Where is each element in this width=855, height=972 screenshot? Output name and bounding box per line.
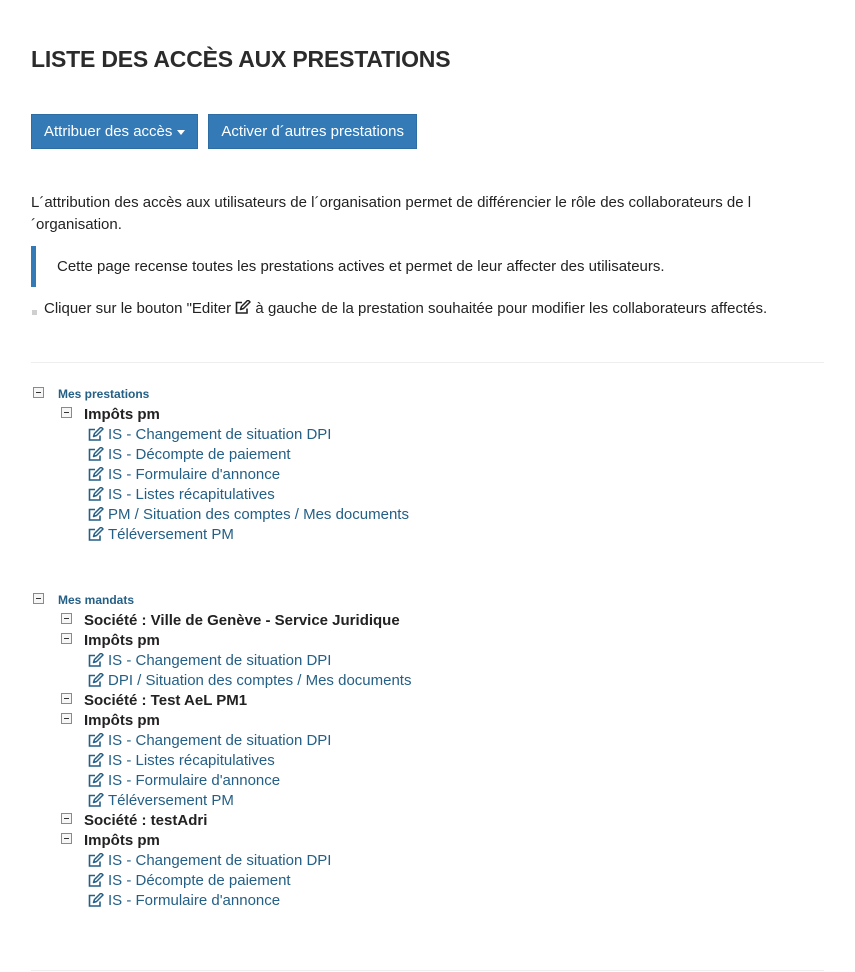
- service-label: IS - Listes récapitulatives: [108, 485, 275, 503]
- collapse-toggle-icon[interactable]: [61, 813, 72, 824]
- tree-leaf-row: [33, 464, 733, 484]
- service-label: IS - Changement de situation DPI: [108, 425, 332, 443]
- collapse-toggle-icon[interactable]: [33, 593, 44, 604]
- tree-company-row: [33, 810, 733, 830]
- service-label: Téléversement PM: [108, 791, 234, 809]
- service-edit-link[interactable]: [88, 446, 291, 463]
- service-edit-link[interactable]: [88, 852, 331, 869]
- service-edit-link[interactable]: [88, 672, 411, 689]
- divider: [31, 970, 824, 971]
- tree-leaf-row: [33, 444, 733, 464]
- service-label: IS - Décompte de paiement: [108, 445, 291, 463]
- edit-icon: [88, 873, 104, 888]
- tree-leaf-row: [33, 890, 733, 910]
- tree-group-label: Impôts pm: [84, 405, 160, 423]
- intro-text: L´attribution des accès aux utilisateurs de l´organisation permet de différencier le rôle des collaborateurs de l´organisation.: [31, 194, 752, 233]
- edit-icon: [88, 853, 104, 868]
- collapse-toggle-icon[interactable]: [61, 633, 72, 644]
- activate-services-button[interactable]: Activer d´autres prestations: [208, 114, 417, 149]
- tree-leaf-row: [33, 650, 733, 670]
- tree-group-label: Impôts pm: [84, 831, 160, 849]
- service-label: IS - Formulaire d'annonce: [108, 891, 281, 909]
- action-buttons: [31, 114, 417, 149]
- service-label: IS - Changement de situation DPI: [108, 731, 332, 749]
- collapse-toggle-icon[interactable]: [33, 387, 44, 398]
- service-edit-link[interactable]: [88, 466, 280, 483]
- service-label: IS - Formulaire d'annonce: [108, 771, 281, 789]
- divider: [31, 362, 824, 363]
- service-edit-link[interactable]: [88, 652, 331, 669]
- tree-group-row: [33, 830, 733, 850]
- tree-company-row: [33, 610, 733, 630]
- tree-group-prestations: [33, 404, 733, 424]
- assign-access-button[interactable]: [31, 114, 198, 149]
- service-label: IS - Formulaire d'annonce: [108, 465, 281, 483]
- collapse-toggle-icon[interactable]: [61, 713, 72, 724]
- edit-icon: [88, 467, 104, 482]
- tree-group-label: Société : testAdri: [84, 811, 208, 829]
- collapse-toggle-icon[interactable]: [61, 613, 72, 624]
- edit-icon: [88, 487, 104, 502]
- service-edit-link[interactable]: [88, 892, 280, 909]
- edit-icon: [88, 793, 104, 808]
- tree-group-row: [33, 710, 733, 730]
- tree-leaf-row: [33, 670, 733, 690]
- tree-leaf-row: [33, 850, 733, 870]
- prestations-tree: [33, 384, 733, 544]
- tree-root-label: Mes prestations: [58, 387, 150, 401]
- tree-leaf-row: [33, 504, 733, 524]
- collapse-toggle-icon[interactable]: [61, 833, 72, 844]
- edit-icon: [88, 653, 104, 668]
- collapse-toggle-icon[interactable]: [61, 407, 72, 418]
- edit-icon: [235, 300, 251, 315]
- service-label: PM / Situation des comptes / Mes documents: [108, 505, 409, 523]
- edit-icon: [88, 447, 104, 462]
- page-title: LISTE DES ACCÈS AUX PRESTATIONS: [31, 46, 451, 72]
- edit-icon: [88, 427, 104, 442]
- tree-leaf-row: [33, 424, 733, 444]
- mandats-items: [33, 610, 733, 910]
- tree-company-row: [33, 690, 733, 710]
- info-callout-text: Cette page recense toutes les prestations actives et permet de leur affecter des utilisateurs.: [57, 258, 665, 275]
- tree-group-label: Société : Ville de Genève - Service Juridique: [84, 611, 400, 629]
- service-edit-link[interactable]: [88, 752, 275, 769]
- service-edit-link[interactable]: [88, 872, 291, 889]
- service-edit-link[interactable]: [88, 486, 275, 503]
- service-edit-link[interactable]: [88, 526, 234, 543]
- service-label: Téléversement PM: [108, 525, 234, 543]
- tree-root-mandats: [33, 590, 733, 610]
- service-edit-link[interactable]: [88, 792, 234, 809]
- tree-group-label: Société : Test AeL PM1: [84, 691, 248, 709]
- service-edit-link[interactable]: [88, 772, 280, 789]
- edit-icon: [88, 893, 104, 908]
- prestations-items: [33, 424, 733, 544]
- service-label: DPI / Situation des comptes / Mes documents: [108, 671, 412, 689]
- tree-root-label: Mes mandats: [58, 593, 135, 607]
- tree-root-prestations: [33, 384, 733, 404]
- service-edit-link[interactable]: [88, 732, 331, 749]
- info-callout: [31, 246, 824, 287]
- edit-icon: [88, 507, 104, 522]
- tree-leaf-row: [33, 524, 733, 544]
- edit-icon: [88, 773, 104, 788]
- edit-icon: [88, 673, 104, 688]
- assign-access-label: Attribuer des accès: [44, 123, 173, 140]
- edit-hint: [31, 298, 811, 320]
- service-edit-link[interactable]: [88, 506, 409, 523]
- edit-hint-text-start: Cliquer sur le bouton "Editer: [44, 300, 236, 317]
- tree-leaf-row: [33, 750, 733, 770]
- edit-hint-text-end: à gauche de la prestation souhaitée pour modifier les collaborateurs affectés.: [251, 300, 768, 317]
- service-label: IS - Décompte de paiement: [108, 871, 291, 889]
- list-bullet: [32, 310, 37, 315]
- tree-leaf-row: [33, 770, 733, 790]
- edit-icon: [88, 527, 104, 542]
- tree-group-label: Impôts pm: [84, 631, 160, 649]
- tree-group-label: Impôts pm: [84, 711, 160, 729]
- tree-leaf-row: [33, 484, 733, 504]
- edit-icon: [88, 733, 104, 748]
- tree-leaf-row: [33, 790, 733, 810]
- tree-leaf-row: [33, 870, 733, 890]
- service-label: IS - Listes récapitulatives: [108, 751, 275, 769]
- tree-group-row: [33, 630, 733, 650]
- tree-leaf-row: [33, 730, 733, 750]
- service-label: IS - Changement de situation DPI: [108, 651, 332, 669]
- mandats-tree: [33, 590, 733, 910]
- edit-icon: [88, 753, 104, 768]
- service-label: IS - Changement de situation DPI: [108, 851, 332, 869]
- service-edit-link[interactable]: [88, 426, 331, 443]
- caret-down-icon: [177, 130, 185, 135]
- collapse-toggle-icon[interactable]: [61, 693, 72, 704]
